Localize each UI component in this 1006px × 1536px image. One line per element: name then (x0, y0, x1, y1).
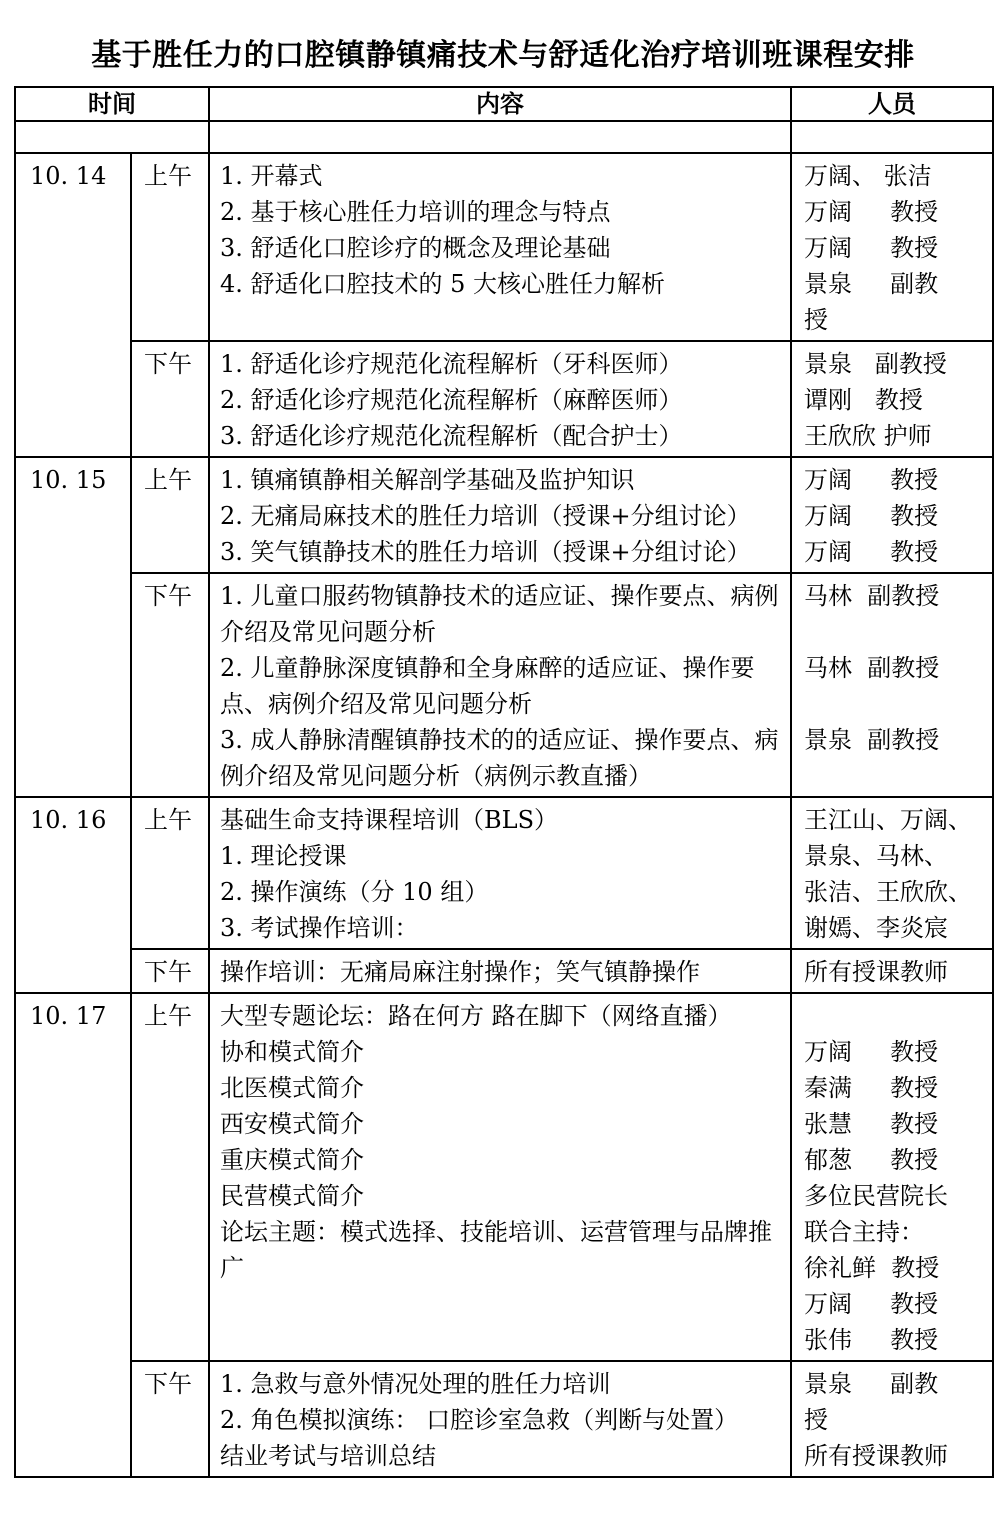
staff-line: 万阔 教授 (804, 1038, 939, 1066)
staff-line: 郁葱 教授 (804, 1146, 939, 1174)
staff-line: 王欣欣 护师 (804, 422, 932, 450)
content-cell (209, 573, 791, 797)
staff-cell (791, 573, 993, 797)
date-cell: 10. 15 (15, 457, 131, 797)
staff-line: 景泉 副教 (804, 1370, 939, 1398)
staff-line: 王江山、万阔、 (804, 806, 972, 834)
content-line: 2. 操作演练（分 10 组） (220, 878, 489, 906)
staff-line: 授 (804, 306, 828, 334)
content-cell (209, 153, 791, 341)
half-day-label: 下午 (131, 573, 209, 797)
table-row (15, 341, 993, 457)
staff-line: 万阔 教授 (804, 466, 939, 494)
table-row (15, 993, 993, 1361)
content-line: 大型专题论坛：路在何方 路在脚下（网络直播） (220, 1002, 732, 1030)
staff-line: 景泉 副教授 (804, 350, 947, 378)
content-line: 2. 舒适化诊疗规范化流程解析（麻醉医师） (220, 386, 683, 414)
staff-line: 张慧 教授 (804, 1110, 939, 1138)
content-line: 2. 基于核心胜任力培训的理念与特点 (220, 198, 611, 226)
header-content: 内容 (209, 87, 791, 121)
content-cell (209, 1361, 791, 1477)
staff-line: 张伟 教授 (804, 1326, 939, 1354)
content-line: 结业考试与培训总结 (220, 1442, 436, 1470)
staff-line: 景泉 副教授 (804, 726, 940, 754)
staff-line: 万阔 教授 (804, 502, 939, 530)
content-line: 操作培训：无痛局麻注射操作；笑气镇静操作 (220, 958, 700, 986)
header-row (15, 87, 993, 121)
staff-line: 马林 副教授 (804, 582, 940, 610)
content-line: 2. 无痛局麻技术的胜任力培训（授课+分组讨论） (220, 502, 751, 530)
staff-line: 万阔 教授 (804, 234, 939, 262)
content-line: 北医模式简介 (220, 1074, 364, 1102)
staff-line: 秦满 教授 (804, 1074, 939, 1102)
content-line: 1. 开幕式 (220, 162, 323, 190)
table-row (15, 797, 993, 949)
staff-line: 万阔、 张洁 (804, 162, 932, 190)
date-cell: 10. 17 (15, 993, 131, 1477)
content-line: 西安模式简介 (220, 1110, 364, 1138)
content-cell (209, 341, 791, 457)
staff-line: 景泉 副教 (804, 270, 939, 298)
staff-line: 万阔 教授 (804, 538, 939, 566)
staff-line: 联合主持： (804, 1218, 924, 1246)
content-line: 1. 急救与意外情况处理的胜任力培训 (220, 1370, 611, 1398)
staff-line: 所有授课教师 (804, 1442, 948, 1470)
staff-line: 谭刚 教授 (804, 386, 923, 414)
content-line: 1. 儿童口服药物镇静技术的适应证、操作要点、病例介绍及常见问题分析 (220, 582, 779, 646)
table-row (15, 457, 993, 573)
header-staff: 人员 (791, 87, 993, 121)
content-line: 4. 舒适化口腔技术的 5 大核心胜任力解析 (220, 270, 666, 298)
content-line: 3. 考试操作培训： (220, 914, 419, 942)
half-day-label: 下午 (131, 1361, 209, 1477)
half-day-label: 下午 (131, 341, 209, 457)
staff-cell (791, 153, 993, 341)
table-row (15, 573, 993, 797)
page-title: 基于胜任力的口腔镇静镇痛技术与舒适化治疗培训班课程安排 (91, 38, 915, 73)
content-line: 3. 成人静脉清醒镇静技术的的适应证、操作要点、病例介绍及常见问题分析（病例示教直播） (220, 726, 779, 790)
staff-line: 景泉、马林、 (804, 842, 948, 870)
staff-line: 多位民营院长 (804, 1182, 948, 1210)
content-line: 3. 舒适化口腔诊疗的概念及理论基础 (220, 234, 611, 262)
content-line: 3. 舒适化诊疗规范化流程解析（配合护士） (220, 422, 683, 450)
schedule-table (14, 86, 994, 1478)
header-time: 时间 (15, 87, 209, 121)
content-cell (209, 457, 791, 573)
content-line: 1. 镇痛镇静相关解剖学基础及监护知识 (220, 466, 635, 494)
staff-line: 万阔 教授 (804, 1290, 939, 1318)
staff-cell (791, 341, 993, 457)
content-line: 论坛主题：模式选择、技能培训、运营管理与品牌推广 (220, 1218, 772, 1282)
staff-line: 所有授课教师 (804, 958, 948, 986)
content-cell (209, 797, 791, 949)
table-row (15, 1361, 993, 1477)
content-line: 重庆模式简介 (220, 1146, 364, 1174)
content-line: 3. 笑气镇静技术的胜任力培训（授课+分组讨论） (220, 538, 751, 566)
content-line: 基础生命支持课程培训（BLS） (220, 806, 559, 834)
staff-cell (791, 949, 993, 993)
table-row (15, 153, 993, 341)
content-line: 1. 理论授课 (220, 842, 347, 870)
staff-line: 授 (804, 1406, 828, 1434)
half-day-label: 上午 (131, 153, 209, 341)
half-day-label: 上午 (131, 993, 209, 1361)
staff-line: 万阔 教授 (804, 198, 939, 226)
staff-line: 谢嫣、李炎宸 (804, 914, 948, 942)
half-day-label: 下午 (131, 949, 209, 993)
date-cell: 10. 16 (15, 797, 131, 993)
content-cell (209, 949, 791, 993)
staff-cell (791, 457, 993, 573)
content-line: 2. 角色模拟演练： 口腔诊室急救（判断与处置） (220, 1406, 739, 1434)
staff-line: 徐礼鲜 教授 (804, 1254, 940, 1282)
staff-line: 马林 副教授 (804, 654, 940, 682)
content-line: 1. 舒适化诊疗规范化流程解析（牙科医师） (220, 350, 683, 378)
table-row (15, 949, 993, 993)
blank-row (15, 121, 993, 153)
staff-line: 张洁、王欣欣、 (804, 878, 972, 906)
staff-cell (791, 1361, 993, 1477)
content-cell (209, 993, 791, 1361)
date-cell: 10. 14 (15, 153, 131, 457)
content-line: 2. 儿童静脉深度镇静和全身麻醉的适应证、操作要点、病例介绍及常见问题分析 (220, 654, 755, 718)
half-day-label: 上午 (131, 797, 209, 949)
content-line: 民营模式简介 (220, 1182, 364, 1210)
staff-cell (791, 993, 993, 1361)
half-day-label: 上午 (131, 457, 209, 573)
staff-cell (791, 797, 993, 949)
content-line: 协和模式简介 (220, 1038, 364, 1066)
